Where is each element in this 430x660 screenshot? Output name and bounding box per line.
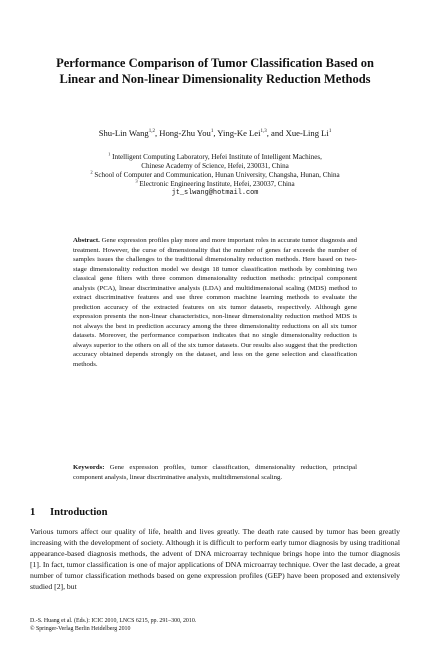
- introduction-paragraph: Various tumors affect our quality of life, health and lives greatly. The death rate caused by tumor has been greatly increasing with the development of society. Although it is difficult to perform early tumor diagnosis by using traditional appearance-based diagnosis methods, the advent of DNA microarray technique brings hope into the tumor diagnosis [1]. In fact, tumor classification is one of major applications of DNA microarray technique. Over the last decade, a great number of tumor classification methods based on gene expression profiles (GEP) have been proposed and extensively studied [2], but: [30, 527, 400, 591]
- author: Xue-Ling Li$^1$: [285, 128, 332, 138]
- affiliation-block: [14, 153, 416, 198]
- affiliation-line: Chinese Academy of Science, Hefei, 230031, China: [141, 162, 289, 171]
- paper-title: Performance Comparison of Tumor Classification Based on Linear and Non-linear Dimensionality Reduction Methods: [56, 56, 374, 86]
- keywords-label: Keywords:: [73, 464, 105, 471]
- affiliation-line: $^2$ School of Computer and Communication, Hunan University, Changsha, Hunan, China: [90, 169, 340, 180]
- citation-line: D.-S. Huang et al. (Eds.): ICIC 2010, LNCS 6215, pp. 291–300, 2010.: [30, 618, 197, 624]
- section-heading-introduction: [30, 506, 400, 519]
- abstract-text: Gene expression profiles play more and more important roles in accurate tumor diagnosis and treatment. However, the curse of dimensionality that the number of genes far exceeds the number of samples issues the challenges to the traditional dimensionality reduction methods. Here based on two-stage dimensionality reduction model we design 18 tumor classification methods by combining two classical gene filters with three common dimensionality reduction methods: principal component analysis (PCA), linear discriminative analysis (LDA) and multidimensional scaling (MDS) method to extract discriminative features and use three common machine learning methods to evaluate the prediction accuracy of the extracted features on six tumor datasets, respectively. Although gene expression presents the non-linear characteristics, non-linear dimensionality reduction method MDS is not always the best in prediction accuracy among the three dimensionality reductions on all six tumor datasets. Moreover, the performance comparison indicates that no single dimensionality reduction is always superior to the others on all of the six tumor datasets. Our results also suggest that the prediction accuracy obtained depends strongly on the dataset, and less on the gene selection and classification methods.: [73, 237, 357, 368]
- abstract: [73, 236, 357, 369]
- affiliation-line: $^3$ Electronic Engineering Institute, Hefei, 230037, China: [135, 178, 295, 189]
- keywords: [73, 463, 357, 482]
- affiliation-line: $^1$ Intelligent Computing Laboratory, Hefei Institute of Intelligent Machines,: [108, 151, 322, 161]
- abstract-label: Abstract.: [73, 237, 100, 244]
- keywords-text: Gene expression profiles, tumor classification, dimensionality reduction, principal component analysis, linear discriminative analysis, multidimensional scaling.: [73, 464, 357, 481]
- section-number: 1: [30, 507, 36, 518]
- author: Ying-Ke Lei$^{1,3}$, and: [217, 128, 286, 138]
- author: Shu-Lin Wang$^{1,2}$,: [98, 128, 160, 138]
- section-title: Introduction: [50, 507, 108, 518]
- author: Hong-Zhu You$^1$,: [159, 128, 218, 138]
- page-footer: [30, 617, 400, 633]
- copyright-line: © Springer-Verlag Berlin Heidelberg 2010: [30, 626, 131, 633]
- author-list: [20, 128, 410, 139]
- contact-email[interactable]: jt_slwang@hotmail.com: [171, 189, 259, 198]
